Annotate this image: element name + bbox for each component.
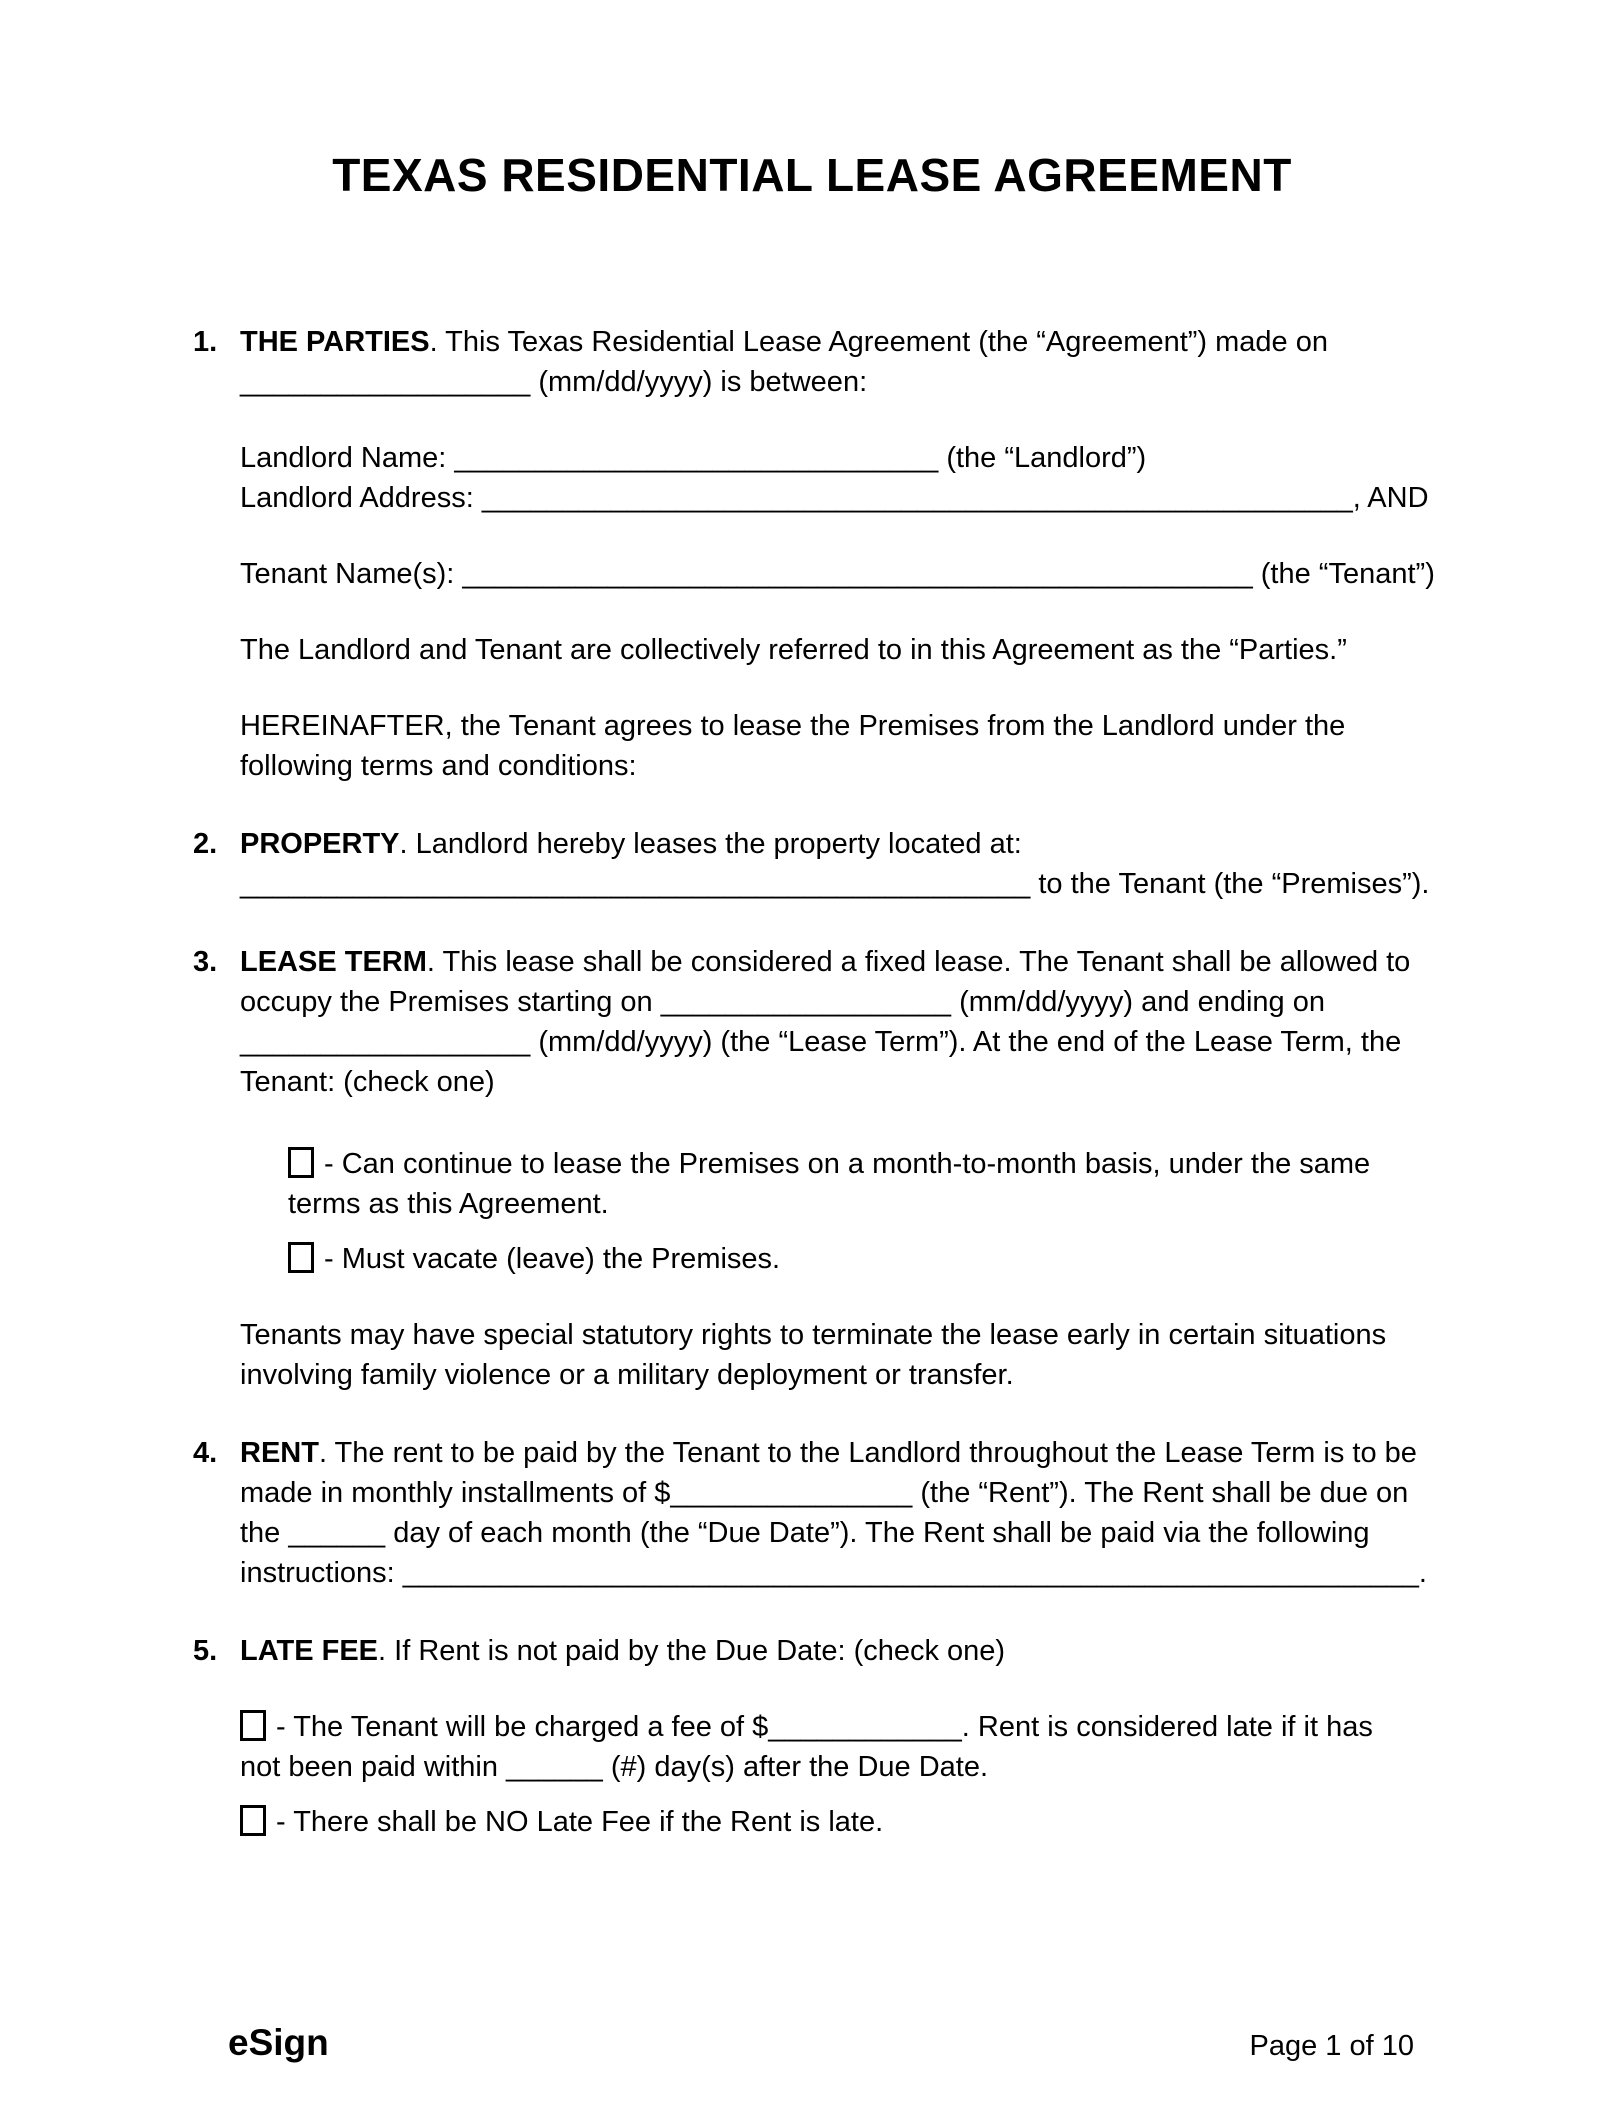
property-line-1: [240, 824, 1440, 864]
agreement-date-format: (mm/dd/yyyy) is between:: [530, 366, 868, 398]
statutory-rights-note-line-1: Tenants may have special statutory rights to terminate the lease early in certain situations: [240, 1319, 1387, 1351]
landlord-address-label: Landlord Address:: [240, 482, 482, 514]
section-number: 1.: [193, 326, 218, 358]
section-lease-term: [193, 942, 1440, 1395]
parties-intro-text: . This Texas Residential Lease Agreement (the “Agreement”) made on: [429, 326, 1328, 358]
property-suffix: to the Tenant (the “Premises”).: [1030, 868, 1430, 900]
lease-term-line-2: [240, 982, 1440, 1022]
section-number: 3.: [193, 946, 218, 978]
parties-intro-line-1: [240, 322, 1440, 362]
lease-start-date-blank[interactable]: __________________: [660, 986, 952, 1018]
agreement-date-blank[interactable]: __________________: [240, 366, 531, 398]
hereinafter-line-1: HEREINAFTER, the Tenant agrees to lease the Premises from the Landlord under the: [240, 710, 1346, 742]
payment-instructions-label: instructions:: [240, 1557, 403, 1589]
must-vacate-checkbox[interactable]: [288, 1242, 314, 1273]
late-fee-amount-suffix: . Rent is considered late if it has: [961, 1711, 1373, 1743]
grace-period-days-blank[interactable]: ______: [506, 1751, 603, 1783]
late-fee-intro-text: . If Rent is not paid by the Due Date: (check one): [378, 1635, 1006, 1667]
grace-period-suffix: (#) day(s) after the Due Date.: [602, 1751, 989, 1783]
late-fee-charged-checkbox[interactable]: [240, 1710, 266, 1741]
section-heading: PROPERTY: [240, 828, 400, 860]
due-day-blank[interactable]: ______: [288, 1517, 386, 1549]
statutory-rights-note-line-2: involving family violence or a military deployment or transfer.: [240, 1359, 1014, 1391]
esign-logo: eSign: [228, 2022, 329, 2063]
option-month-to-month-continuation: terms as this Agreement.: [288, 1188, 609, 1220]
rent-amount-blank[interactable]: _______________: [670, 1477, 913, 1509]
payment-instructions-blank[interactable]: _______________________________________________________________: [402, 1557, 1419, 1589]
tenant-name-line: [240, 554, 1440, 594]
lease-term-line-1: [240, 942, 1440, 982]
page-footer: [228, 2022, 1414, 2064]
month-to-month-text-line-1: - Can continue to lease the Premises on a month-to-month basis, under the same: [324, 1148, 1371, 1180]
section-rent: [193, 1433, 1440, 1593]
option-late-fee-charged-continuation: [240, 1747, 1440, 1787]
section-property: [193, 824, 1440, 904]
lease-start-suffix: (mm/dd/yyyy) and ending on: [951, 986, 1325, 1018]
lease-end-suffix: (mm/dd/yyyy) (the “Lease Term”). At the end of the Lease Term, the: [530, 1026, 1402, 1058]
tenant-name-suffix: (the “Tenant”): [1252, 558, 1435, 590]
page-number: Page 1 of 10: [1249, 2030, 1414, 2062]
option-must-vacate: [288, 1239, 1440, 1279]
month-to-month-checkbox[interactable]: [288, 1147, 314, 1178]
landlord-address-blank[interactable]: ______________________________________________________: [481, 482, 1353, 514]
lease-start-label: occupy the Premises starting on: [240, 986, 661, 1018]
landlord-address-line: [240, 478, 1440, 518]
late-fee-amount-blank[interactable]: ____________: [768, 1711, 962, 1743]
late-fee-line-1: [240, 1631, 1440, 1671]
section-number: 5.: [193, 1635, 218, 1667]
rent-amount-suffix: (the “Rent”). The Rent shall be due on: [912, 1477, 1409, 1509]
section-heading: RENT: [240, 1437, 319, 1469]
rent-line-2: [240, 1473, 1440, 1513]
landlord-name-label: Landlord Name:: [240, 442, 455, 474]
grace-period-label: not been paid within: [240, 1751, 507, 1783]
section-number: 2.: [193, 828, 218, 860]
rent-line-3: [240, 1513, 1440, 1553]
section-late-fee: [193, 1631, 1440, 1842]
lease-term-line-4: Tenant: (check one): [240, 1066, 495, 1098]
lease-term-line-3: [240, 1022, 1440, 1062]
landlord-name-blank[interactable]: ______________________________: [454, 442, 939, 474]
late-fee-amount-label: - The Tenant will be charged a fee of $: [276, 1711, 769, 1743]
due-day-label: the: [240, 1517, 289, 1549]
section-heading: LEASE TERM: [240, 946, 427, 978]
tenant-name-blank[interactable]: _________________________________________________: [462, 558, 1253, 590]
option-no-late-fee: [240, 1802, 1440, 1842]
property-address-blank[interactable]: _________________________________________________: [240, 868, 1031, 900]
landlord-name-line: [240, 438, 1440, 478]
rent-intro-text: . The rent to be paid by the Tenant to the Landlord throughout the Lease Term is to be: [318, 1437, 1417, 1469]
rent-line-1: [240, 1433, 1440, 1473]
payment-instructions-suffix: .: [1418, 1557, 1427, 1589]
due-day-suffix: day of each month (the “Due Date”). The Rent shall be paid via the following: [385, 1517, 1370, 1549]
landlord-address-suffix: , AND: [1352, 482, 1429, 514]
option-month-to-month: [288, 1144, 1440, 1184]
document-title: TEXAS RESIDENTIAL LEASE AGREEMENT: [332, 149, 1292, 201]
option-late-fee-charged: [240, 1707, 1440, 1747]
section-heading: LATE FEE: [240, 1635, 379, 1667]
hereinafter-line-2: following terms and conditions:: [240, 750, 637, 782]
landlord-name-suffix: (the “Landlord”): [938, 442, 1147, 474]
rent-line-4: [240, 1553, 1440, 1593]
parties-definition-line: The Landlord and Tenant are collectively referred to in this Agreement as the “Parties.”: [240, 634, 1347, 666]
section-number: 4.: [193, 1437, 218, 1469]
tenant-name-label: Tenant Name(s):: [240, 558, 463, 590]
no-late-fee-checkbox[interactable]: [240, 1805, 266, 1836]
must-vacate-text: - Must vacate (leave) the Premises.: [324, 1243, 781, 1275]
lease-end-date-blank[interactable]: __________________: [240, 1026, 531, 1058]
rent-amount-label: made in monthly installments of $: [240, 1477, 671, 1509]
no-late-fee-text: - There shall be NO Late Fee if the Rent is late.: [276, 1806, 884, 1838]
lease-term-intro-text: . This lease shall be considered a fixed lease. The Tenant shall be allowed to: [426, 946, 1411, 978]
section-heading: THE PARTIES: [240, 326, 430, 358]
property-line-2: [240, 864, 1440, 904]
parties-intro-line-2: [240, 362, 1440, 402]
property-intro-text: . Landlord hereby leases the property located at:: [399, 828, 1022, 860]
section-the-parties: [193, 322, 1440, 786]
